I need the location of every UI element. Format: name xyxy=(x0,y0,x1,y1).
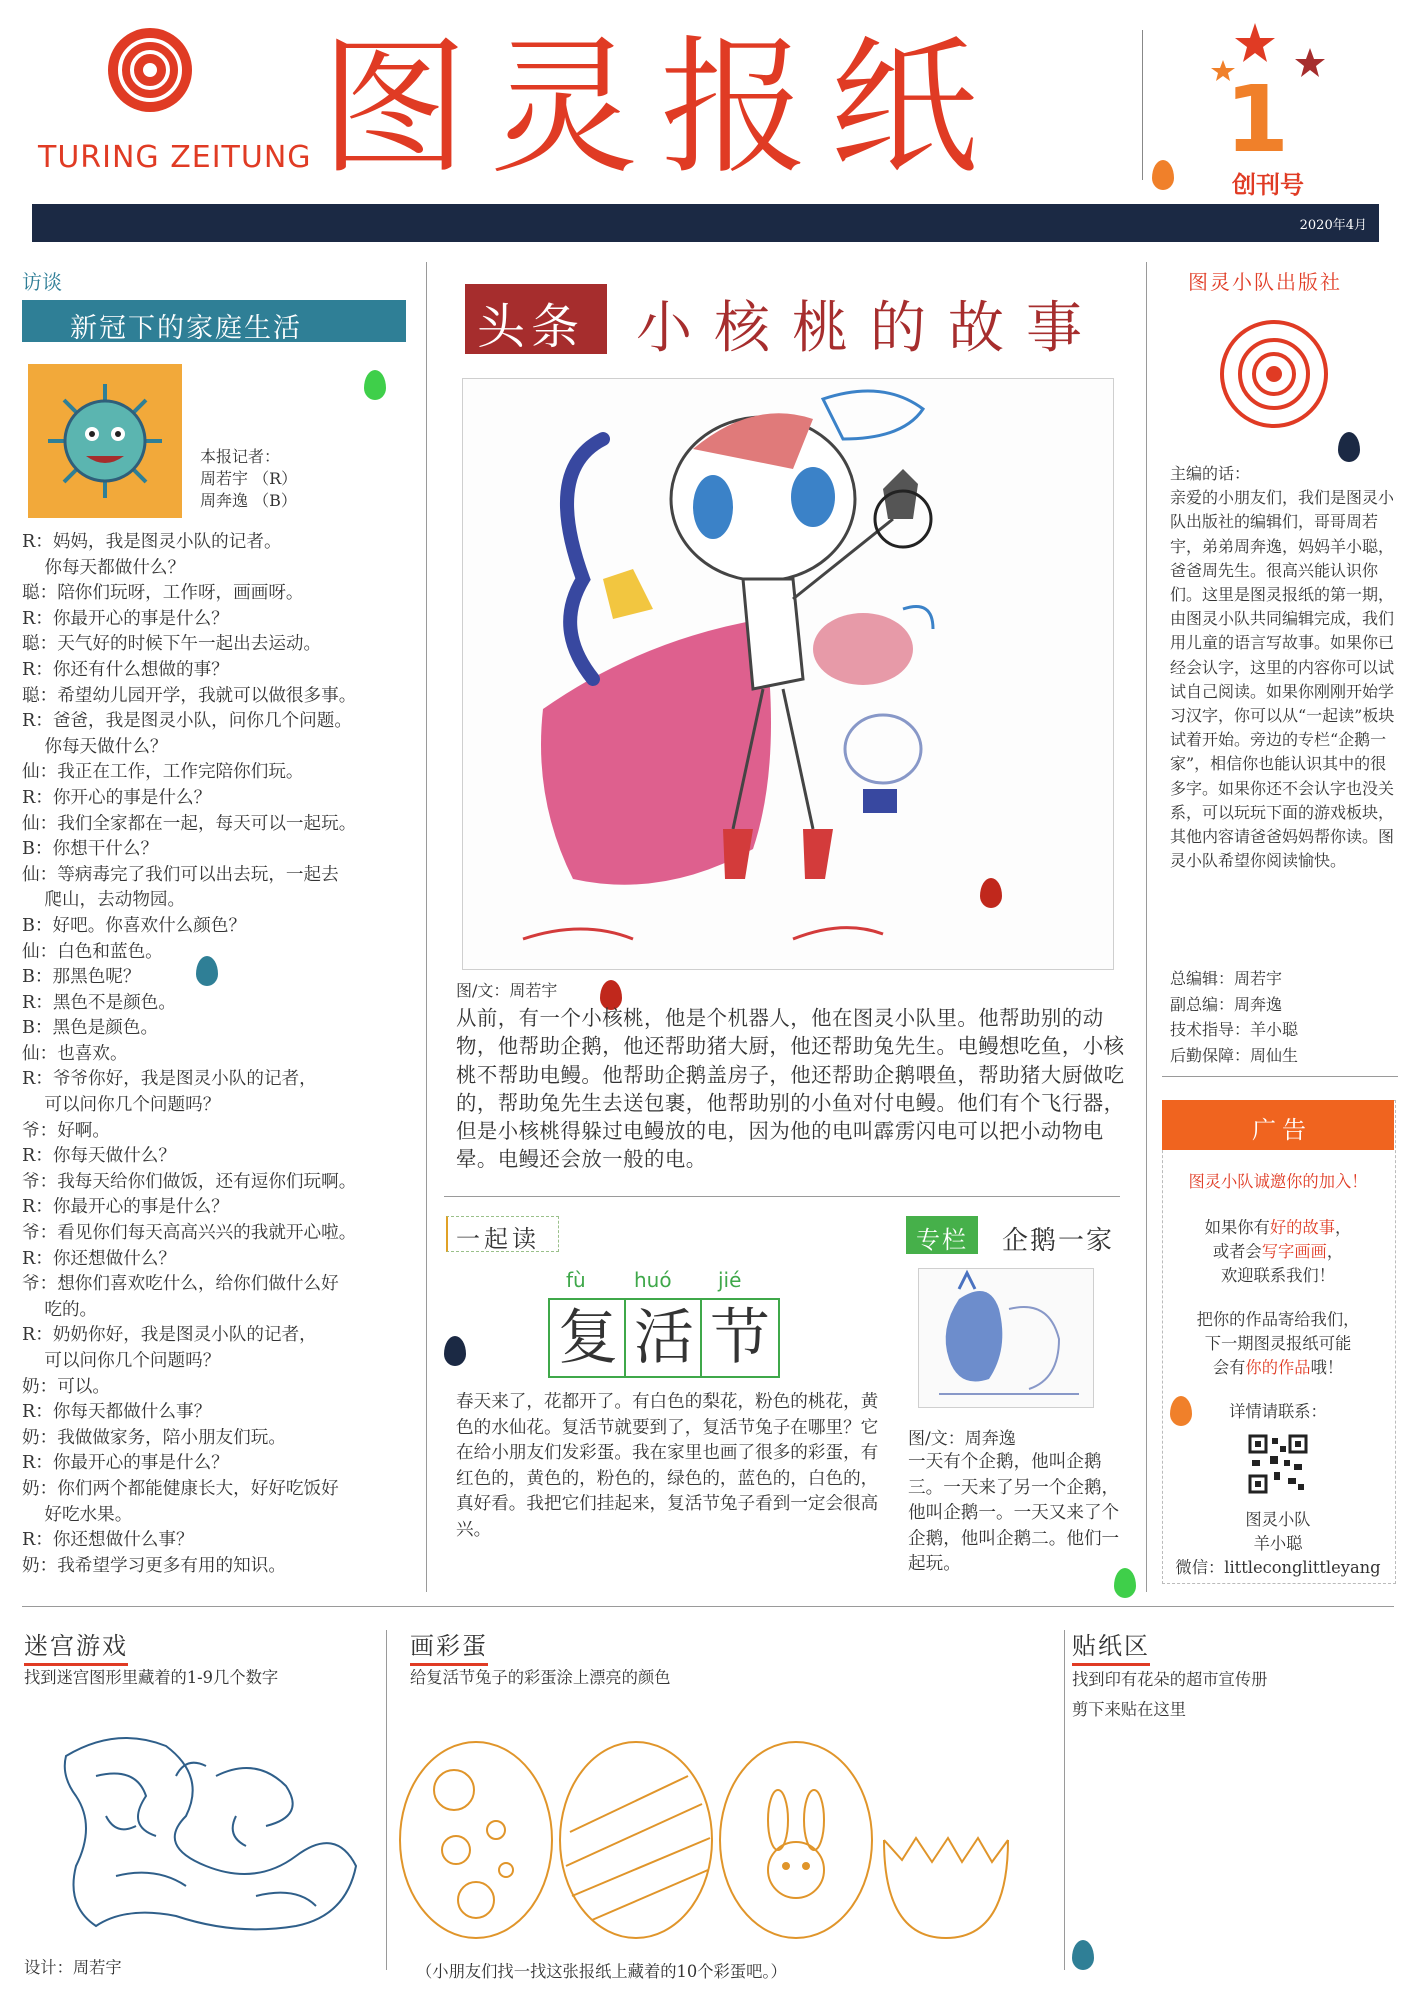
interview-line: R：妈妈，我是图灵小队的记者。 xyxy=(22,532,282,552)
char-huo: 活 xyxy=(624,1298,704,1378)
read-together-label: 一起读 xyxy=(456,1225,540,1253)
reporter-name: 周若宇 （R） xyxy=(200,469,298,488)
logo-icon xyxy=(108,28,192,112)
column-tag xyxy=(906,1216,978,1254)
interview-line: R：你最开心的事是什么？ xyxy=(22,608,229,629)
editor-note-body: 亲爱的小朋友们，我们是图灵小队出版社的编辑们，哥哥周若宇，弟弟周奔逸，妈妈羊小聪，爸爸周先生。很高兴能认识你们。这里是图灵报纸的第一期，由图灵小队共同编辑完成，我们用儿童的语言写故事。如果你已经会认字，这里的内容你可以试试自己阅读。如果你刚刚开始学习汉字，你可以从“一起读”板块试着开始。旁边的专栏“企鹅一家”，相信你也能认识其中的很多字。如果你还不会认字也没关系，可以玩玩下面的游戏板块，其他内容请爸爸妈妈帮你读。图灵小队希望你阅读愉快。 xyxy=(1170,488,1395,871)
sticker-area[interactable] xyxy=(1080,1730,1380,1950)
char-fu: 复 xyxy=(548,1298,628,1378)
section-divider xyxy=(444,1196,1120,1197)
ad-text: 如果你有 xyxy=(1204,1218,1270,1237)
sticker-desc: 找到印有花朵的超市宣传册 xyxy=(1072,1670,1268,1689)
ad-wechat: 微信：littleconglittleyang xyxy=(1175,1558,1381,1577)
date-bar xyxy=(32,204,1379,242)
ad-highlight: 你的作品 xyxy=(1245,1358,1311,1377)
headline-tag xyxy=(465,284,607,354)
column-divider xyxy=(1064,1630,1065,1970)
interview-line: 爷：好啊。 xyxy=(22,1120,110,1141)
interview-line: R：你最开心的事是什么？ xyxy=(22,1453,229,1474)
interview-line: R：你开心的事是什么？ xyxy=(22,787,212,808)
masthead-title: 图灵报纸 xyxy=(320,22,1000,194)
interview-line: 奶：我做做家务，陪小朋友们玩。 xyxy=(22,1427,286,1448)
issue-label: 创刊号 xyxy=(1232,170,1304,199)
publisher-name: 图灵小队出版社 xyxy=(1188,270,1342,294)
pinyin-huo: huó xyxy=(634,1268,672,1292)
interview-line: R：你还有什么想做的事？ xyxy=(22,659,229,680)
ad-header xyxy=(1162,1100,1394,1150)
interview-line: R：爷爷你好，我是图灵小队的记者， xyxy=(22,1069,317,1090)
pinyin-fu: fù xyxy=(566,1268,586,1292)
ad-text: 会有 xyxy=(1212,1358,1246,1377)
ad-header-label: 广告 xyxy=(1252,1116,1312,1144)
interview-line: 奶：你们两个都能健康长大，好好吃饭好 xyxy=(22,1478,339,1499)
reporters-label: 本报记者： xyxy=(200,447,281,466)
column-divider xyxy=(1146,262,1147,1592)
staff-entry: 总编辑：周若宇 xyxy=(1170,969,1283,988)
ad-line xyxy=(1162,1354,1394,1378)
maze-drawing[interactable] xyxy=(56,1716,366,1946)
interview-line: 吃的。 xyxy=(22,1299,98,1320)
editor-note-title: 主编的话： xyxy=(1170,464,1251,483)
issue-date: 2020年4月 xyxy=(1299,218,1367,233)
penguin-drawing xyxy=(918,1268,1094,1408)
interview-line: 你每天做什么？ xyxy=(22,736,168,757)
drawing-credit: 图/文：周若宇 xyxy=(456,981,558,1000)
column-divider xyxy=(386,1630,387,1970)
interview-line: 仙：白色和蓝色。 xyxy=(22,941,163,962)
staff-list xyxy=(1170,966,1298,1068)
easter-text: 春天来了，花都开了。有白色的梨花，粉色的桃花，黄色的水仙花。复活节就要到了，复活节兔子在哪里？它在给小朋友们发彩蛋。我在家里也画了很多的彩蛋，有红色的，黄色的，粉色的，绿色的，蓝色的，白色的，真好看。我把它们挂起来，复活节兔子看到一定会很高兴。 xyxy=(456,1392,879,1540)
interview-line: R：黑色不是颜色。 xyxy=(22,992,176,1013)
interview-title-bar xyxy=(22,300,406,342)
interview-line: R：你还想做什么？ xyxy=(22,1248,176,1269)
hidden-egg-icon xyxy=(196,956,218,986)
interview-line: 可以问你几个问题吗？ xyxy=(22,1095,221,1116)
ad-line: 欢迎联系我们！ xyxy=(1221,1266,1335,1285)
maze-credit: 设计：周若宇 xyxy=(24,1958,122,1977)
sticker-desc: 剪下来贴在这里 xyxy=(1072,1700,1186,1719)
interview-line: 仙：等病毒完了我们可以出去玩，一起去 xyxy=(22,864,339,885)
interview-line: 可以问你几个问题吗？ xyxy=(22,1351,221,1371)
interview-line: 奶：可以。 xyxy=(22,1376,110,1397)
interview-line: R：奶奶你好，我是图灵小队的记者， xyxy=(22,1325,317,1346)
hidden-egg-icon xyxy=(980,878,1002,908)
ad-text: ， xyxy=(1326,1242,1344,1261)
interview-line: 爷：想你们喜欢吃什么，给你们做什么好 xyxy=(22,1274,339,1295)
ad-text: ， xyxy=(1334,1218,1352,1237)
interview-line: 仙：我们全家都在一起，每天可以一起玩。 xyxy=(22,813,357,834)
staff-entry: 副总编：周奔逸 xyxy=(1170,994,1283,1014)
section-divider xyxy=(22,1606,1394,1607)
interview-line: 聪：陪你们玩呀，工作呀，画画呀。 xyxy=(22,583,304,604)
ad-line: 把你的作品寄给我们， xyxy=(1196,1310,1360,1329)
ad-line xyxy=(1162,1238,1394,1262)
column-tag-label: 专栏 xyxy=(916,1226,968,1254)
interview-title: 新冠下的家庭生活 xyxy=(70,313,302,344)
eggs-desc: 给复活节兔子的彩蛋涂上漂亮的颜色 xyxy=(410,1668,671,1687)
ad-text: 或者会 xyxy=(1212,1242,1262,1261)
hidden-egg-icon xyxy=(364,370,386,400)
interview-transcript xyxy=(22,530,422,1579)
interview-line: 爷：我每天给你们做饭，还有逗你们玩啊。 xyxy=(22,1171,357,1192)
publisher-logo-icon xyxy=(1220,320,1328,428)
interview-line: R：你最开心的事是什么？ xyxy=(22,1197,229,1218)
headline-title: 小核桃的故事 xyxy=(636,296,1104,361)
interview-line: R：爸爸，我是图灵小队，问你几个问题。 xyxy=(22,711,352,732)
staff-entry: 技术指导：羊小聪 xyxy=(1170,1020,1299,1040)
section-label-interview: 访谈 xyxy=(22,270,62,294)
hidden-egg-icon xyxy=(1338,432,1360,462)
issue-number: 1 xyxy=(1225,66,1290,173)
char-jie: 节 xyxy=(700,1298,780,1378)
interview-line: B：你想干什么？ xyxy=(22,839,159,860)
column-title: 企鹅一家 xyxy=(1002,1226,1115,1256)
ad-invite: 图灵小队诚邀你的加入！ xyxy=(1188,1172,1368,1191)
hidden-egg-icon xyxy=(1072,1940,1094,1970)
eggs-title: 画彩蛋 xyxy=(410,1626,488,1666)
interview-line: 聪：天气好的时候下午一起出去运动。 xyxy=(22,634,322,655)
interview-line: B：那黑色呢？ xyxy=(22,967,141,988)
ad-highlight: 好的故事 xyxy=(1269,1218,1335,1237)
penguin-text: 一天有个企鹅，他叫企鹅三。一天来了另一个企鹅，他叫企鹅一。一天又来了个企鹅，他叫企鹅二。他们一起玩。 xyxy=(908,1452,1120,1575)
ad-line: 下一期图灵报纸可能 xyxy=(1204,1334,1352,1353)
robot-drawing xyxy=(462,378,1114,970)
reporter-name: 周奔逸 （B） xyxy=(200,491,297,510)
interview-line: 仙：也喜欢。 xyxy=(22,1043,128,1064)
maze-title: 迷宫游戏 xyxy=(24,1626,128,1666)
interview-line: 奶：我希望学习更多有用的知识。 xyxy=(22,1555,286,1576)
hidden-egg-icon xyxy=(1152,160,1174,190)
interview-line: B：黑色是颜色。 xyxy=(22,1018,159,1039)
interview-line: 好吃水果。 xyxy=(22,1504,133,1525)
masthead-divider xyxy=(1142,30,1143,180)
interview-line: B：好吧。你喜欢什么颜色？ xyxy=(22,915,247,936)
qr-code-icon xyxy=(1248,1434,1308,1494)
interview-line: 爷：看见你们每天高高兴兴的我就开心啦。 xyxy=(22,1223,357,1244)
ad-org: 图灵小队 xyxy=(1245,1510,1311,1529)
editor-note xyxy=(1170,462,1396,873)
headline-tag-label: 头条 xyxy=(477,299,586,355)
read-together-label-box xyxy=(446,1216,559,1252)
logo-text: TURING ZEITUNG xyxy=(38,140,312,175)
hidden-egg-icon xyxy=(444,1336,466,1366)
ad-person: 羊小聪 xyxy=(1253,1534,1303,1553)
interview-line: R：你每天做什么？ xyxy=(22,1146,176,1167)
sticker-title: 贴纸区 xyxy=(1072,1626,1150,1666)
hidden-egg-icon xyxy=(1114,1568,1136,1598)
section-divider xyxy=(1162,1076,1398,1077)
pinyin-jie: jié xyxy=(718,1268,742,1292)
staff-entry: 后勤保障：周仙生 xyxy=(1170,1045,1299,1065)
interview-line: 聪：希望幼儿园开学，我就可以做很多事。 xyxy=(22,685,357,706)
ad-line xyxy=(1162,1214,1394,1238)
interview-line: 爬山，去动物园。 xyxy=(22,890,186,911)
penguin-credit: 图/文：周奔逸 xyxy=(908,1429,1016,1449)
column-divider xyxy=(426,262,427,1592)
eggs-hint: （小朋友们找一找这张报纸上藏着的10个彩蛋吧。） xyxy=(416,1962,787,1981)
reporters-block xyxy=(200,446,297,512)
maze-desc: 找到迷宫图形里藏着的1-9几个数字 xyxy=(24,1668,279,1687)
interview-line: 仙：我正在工作，工作完陪你们玩。 xyxy=(22,762,304,783)
ad-text: 哦！ xyxy=(1310,1358,1344,1377)
headline-story: 从前，有一个小核桃，他是个机器人，他在图灵小队里。他帮助别的动物，他帮助企鹅，他还帮助猪大厨，他还帮助兔先生。电鳗想吃鱼，小核桃不帮助电鳗。他帮助企鹅盖房子，他还帮助企鹅喂鱼，帮助猪大厨做吃的，帮助兔先生去送包裹，他帮助别的小鱼对付电鳗。他们有个飞行器，但是小核桃得躲过电鳗放的电，因为他的电叫霹雳闪电可以把小动物电晕。电鳗还会放一般的电。 xyxy=(456,1006,1125,1172)
ad-contact: 详情请联系： xyxy=(1229,1402,1327,1421)
interview-line: 你每天都做什么？ xyxy=(22,557,186,578)
interview-line: R：你每天都做什么事？ xyxy=(22,1402,212,1423)
coloring-eggs[interactable] xyxy=(396,1720,1046,1940)
virus-illustration xyxy=(28,364,182,518)
ad-highlight: 写字画画 xyxy=(1261,1242,1327,1261)
interview-line: R：你还想做什么事？ xyxy=(22,1530,194,1551)
